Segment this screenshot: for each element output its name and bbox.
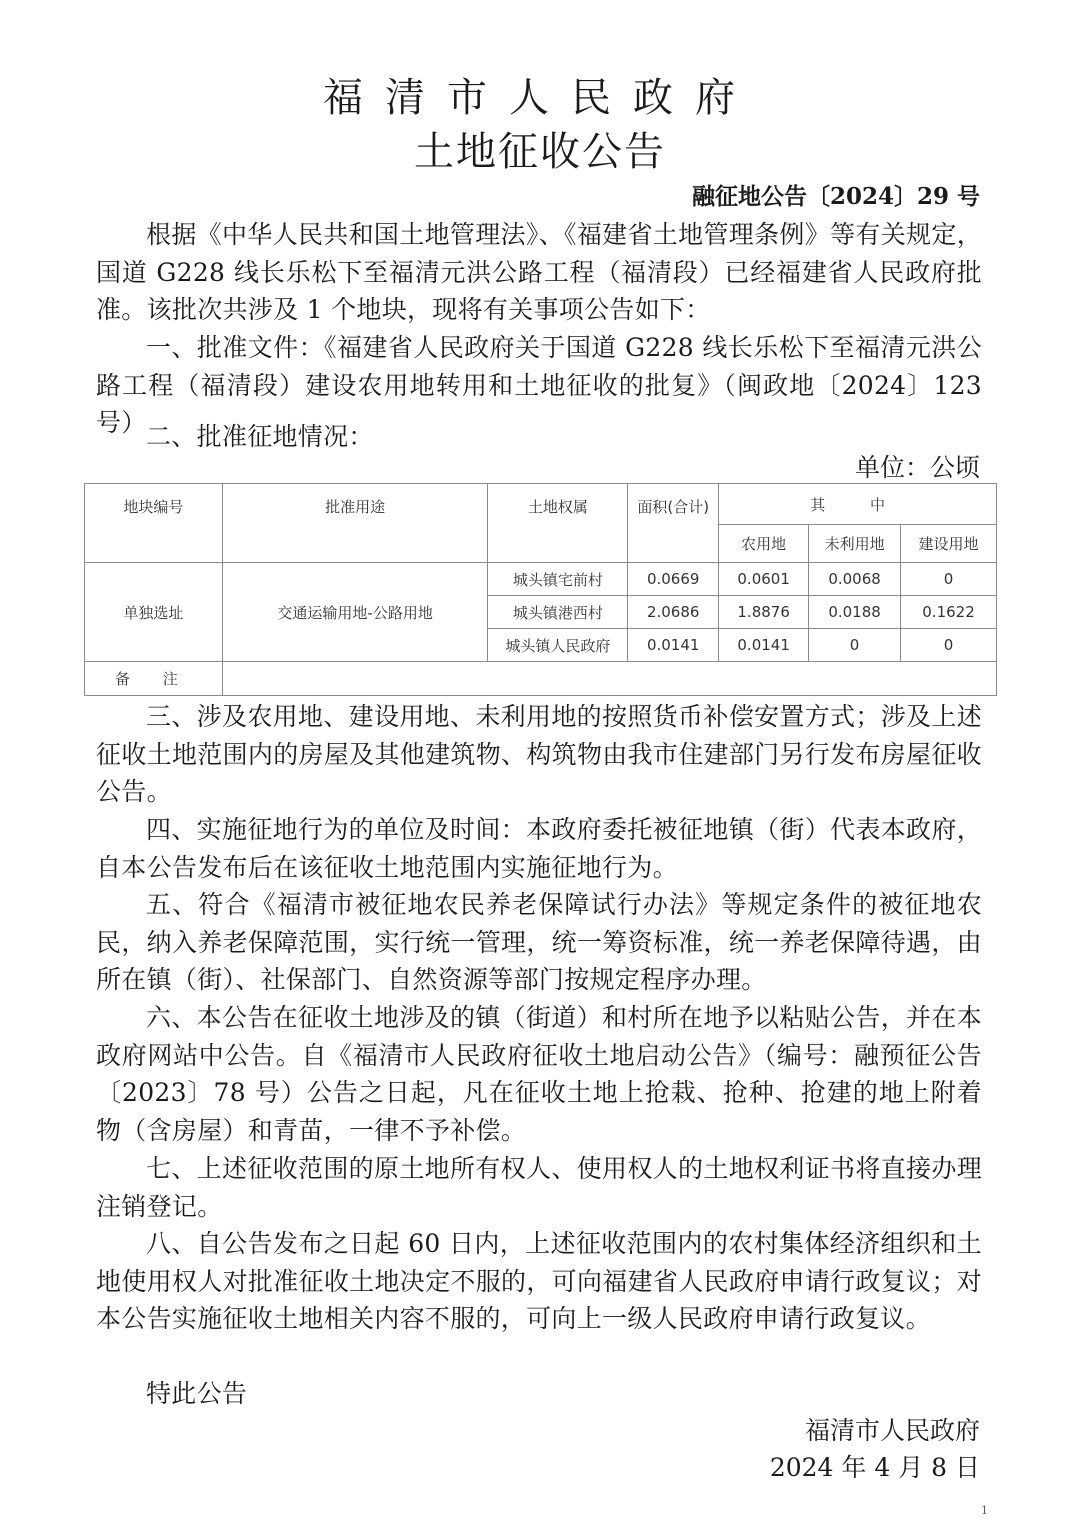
- document-number: 融征地公告〔2024〕29 号: [691, 183, 980, 210]
- item-8-reconsideration: 八、自公告发布之日起 60 日内，上述征收范围内的农村集体经济组织和土地使用权人对批准征收土地决定不服的，可向福建省人民政府申请行政复议；对本公告实施征收土地相关内容不服的，可向上一级人民政府申请行政复议。: [96, 1229, 982, 1333]
- unit-label: 单位：公顷: [854, 453, 980, 482]
- area-total-cell: 0.0669: [628, 563, 719, 596]
- header-ownership: 土地权属: [488, 484, 628, 563]
- signature-issuer: 福清市人民政府: [804, 1416, 980, 1445]
- farmland-cell: 0.0141: [719, 629, 809, 662]
- header-among: 其 中: [719, 484, 997, 525]
- parcel-no-cell: 单独选址: [85, 563, 223, 662]
- header-construction-land: 建设用地: [901, 525, 997, 563]
- unused-land-cell: 0.0068: [809, 563, 901, 596]
- construction-land-cell: 0.1622: [901, 596, 997, 629]
- land-acquisition-table: [84, 483, 997, 696]
- construction-land-cell: 0: [901, 629, 997, 662]
- item-2-heading: 二、批准征地情况：: [146, 422, 374, 451]
- header-farmland: 农用地: [719, 525, 809, 563]
- remarks-label: 备 注: [85, 662, 223, 696]
- issuer-title: 福清市人民政府: [323, 75, 757, 121]
- header-area-total: 面积(合计): [628, 484, 719, 563]
- closing-statement: 特此公告: [146, 1379, 248, 1408]
- notice-title: 土地征收公告: [414, 129, 666, 175]
- farmland-cell: 0.0601: [719, 563, 809, 596]
- table-row: [85, 563, 997, 596]
- ownership-cell: 城头镇港西村: [488, 596, 628, 629]
- header-parcel-no: 地块编号: [85, 484, 223, 563]
- area-total-cell: 2.0686: [628, 596, 719, 629]
- header-approved-use: 批准用途: [222, 484, 488, 563]
- approved-use-cell: 交通运输用地-公路用地: [222, 563, 488, 662]
- signature-date: 2024 年 4 月 8 日: [769, 1453, 980, 1482]
- farmland-cell: 1.8876: [719, 596, 809, 629]
- item-7-cancellation: 七、上述征收范围的原土地所有权人、使用权人的土地权利证书将直接办理注销登记。: [96, 1154, 982, 1221]
- item-3-compensation: 三、涉及农用地、建设用地、未利用地的按照货币补偿安置方式；涉及上述征收土地范围内的房屋及其他建筑物、构筑物由我市住建部门另行发布房屋征收公告。: [96, 702, 982, 806]
- item-4-implementing-unit: 四、实施征地行为的单位及时间：本政府委托被征地镇（街）代表本政府，自本公告发布后在该征收土地范围内实施征地行为。: [96, 815, 982, 882]
- remarks-value: [222, 662, 996, 696]
- item-1-approval-document: 一、批准文件：《福建省人民政府关于国道 G228 线长乐松下至福清元洪公路工程（福清段）建设农用地转用和土地征收的批复》（闽政地〔2024〕123 号）: [96, 333, 982, 437]
- unused-land-cell: 0: [809, 629, 901, 662]
- area-total-cell: 0.0141: [628, 629, 719, 662]
- item-5-pension-security: 五、符合《福清市被征地农民养老保障试行办法》等规定条件的被征地农民，纳入养老保障范围，实行统一管理，统一筹资标准，统一养老保障待遇，由所在镇（街）、社保部门、自然资源等部门按规定程序办理。: [96, 890, 982, 994]
- remarks-row: [85, 662, 997, 696]
- ownership-cell: 城头镇人民政府: [488, 629, 628, 662]
- page-number: 1: [981, 1504, 988, 1517]
- table-header-row: [85, 484, 997, 525]
- construction-land-cell: 0: [901, 563, 997, 596]
- header-unused-land: 未利用地: [809, 525, 901, 563]
- intro-paragraph: 根据《中华人民共和国土地管理法》、《福建省土地管理条例》等有关规定，国道 G228 线长乐松下至福清元洪公路工程（福清段）已经福建省人民政府批准。该批次共涉及 1 个地块，现将有关事项公告如下：: [96, 220, 982, 324]
- unused-land-cell: 0.0188: [809, 596, 901, 629]
- item-6-publication: 六、本公告在征收土地涉及的镇（街道）和村所在地予以粘贴公告，并在本政府网站中公告。自《福清市人民政府征收土地启动公告》（编号：融预征公告〔2023〕78 号）公告之日起，凡在征收土地上抢栽、抢种、抢建的地上附着物（含房屋）和青苗，一律不予补偿。: [96, 1003, 982, 1145]
- ownership-cell: 城头镇宅前村: [488, 563, 628, 596]
